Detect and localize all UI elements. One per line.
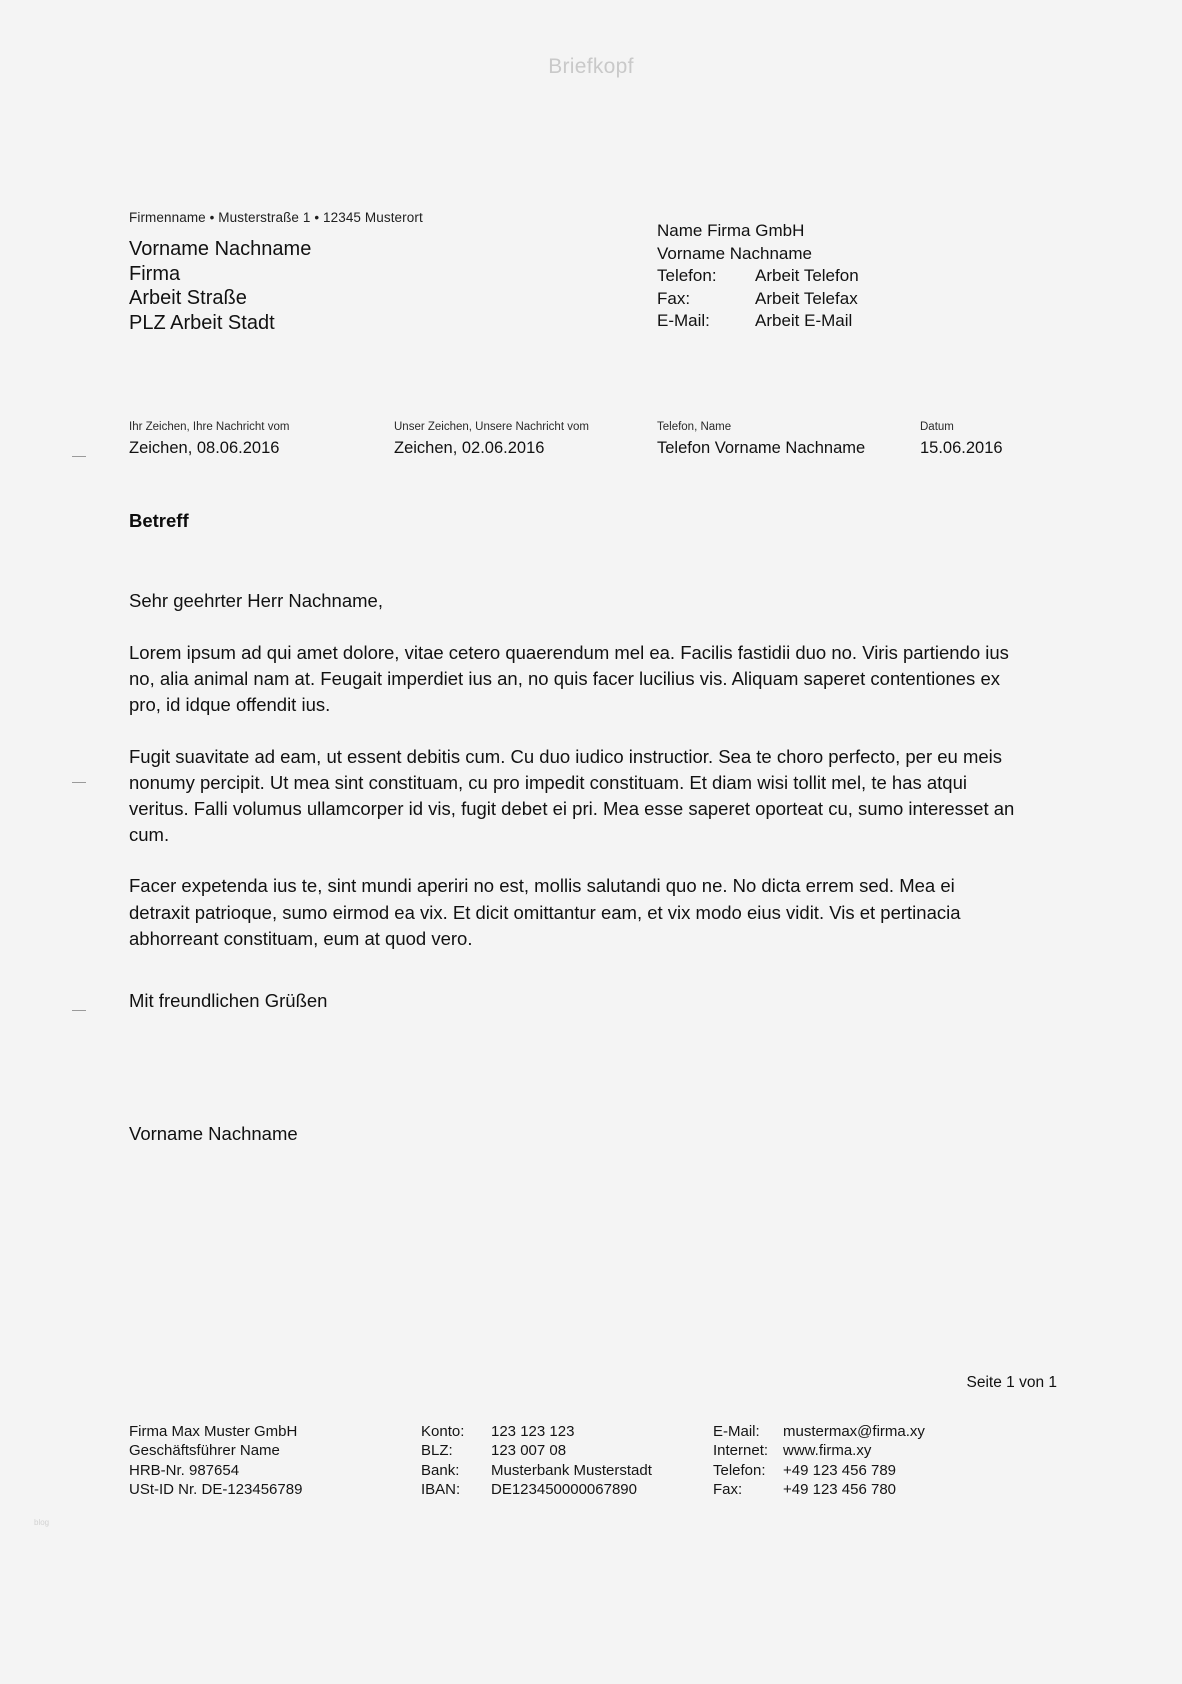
- fold-mark-icon: [72, 456, 86, 457]
- reference-your-ref-label: Ihr Zeichen, Ihre Nachricht vom: [129, 421, 290, 433]
- letter-body: [129, 640, 1017, 977]
- recipient-address-block: [129, 210, 629, 335]
- sender-fax-label: Fax:: [657, 288, 691, 308]
- footer-blz-row: [421, 1441, 652, 1460]
- salutation: Sehr geehrter Herr Nachname,: [129, 590, 383, 611]
- reference-our-ref-value: Zeichen, 02.06.2016: [394, 439, 545, 457]
- footer-internet-label: Internet:: [713, 1442, 769, 1460]
- signature-name: Vorname Nachname: [129, 1123, 298, 1144]
- recipient-name: Vorname Nachname: [129, 238, 312, 260]
- footer-bank-column: [421, 1422, 652, 1500]
- footer-contact-column: [713, 1422, 925, 1500]
- letterhead-title: Briefkopf: [548, 55, 634, 78]
- subject-line: Betreff: [129, 510, 189, 531]
- corner-watermark: blog: [34, 1518, 50, 1527]
- footer-email-value: mustermax@firma.xy: [783, 1423, 925, 1440]
- reference-date: [920, 420, 1003, 459]
- page-number: Seite 1 von 1: [966, 1374, 1057, 1391]
- reference-date-label: Datum: [920, 421, 954, 433]
- sender-email-value: Arbeit E-Mail: [755, 311, 853, 331]
- footer-fax-row: [713, 1480, 925, 1499]
- footer-bank-value: Musterbank Musterstadt: [491, 1461, 652, 1479]
- sender-contact: Vorname Nachname: [657, 243, 812, 263]
- recipient-street: Arbeit Straße: [129, 287, 247, 310]
- footer-blz-label: BLZ:: [421, 1442, 453, 1460]
- sender-phone-row: [657, 265, 1087, 288]
- closing-line: Mit freundlichen Grüßen: [129, 990, 328, 1011]
- reference-our-ref: [394, 420, 589, 459]
- sender-fax-value: Arbeit Telefax: [755, 288, 858, 308]
- footer-company-column: [129, 1422, 302, 1500]
- reference-date-value: 15.06.2016: [920, 439, 1003, 457]
- recipient-company: Firma: [129, 262, 181, 285]
- body-paragraph: Lorem ipsum ad qui amet dolore, vitae cetero quaerendum mel ea. Facilis fastidii duo no. Viris partiendo ius no, alia animal nam at. Feugait imperdiet ius an, no quis facer lucilius vis. Aliquam saperet contentiones ex pro, id idque offendit ius.: [129, 642, 1009, 716]
- sender-fax-row: [657, 288, 1087, 311]
- body-paragraph: Fugit suavitate ad eam, ut essent debitis cum. Cu duo iudico instructior. Sea te choro perfecto, per eu meis nonumy percipit. Ut mea sint constituam, cu pro impedit constituam. Et diam wisi tollit mel, te has atqui veritus. Falli volumus ullamcorper id vis, fugit debet ei pri. Mea esse saperet oporteat cu, sumo interesset an cum.: [129, 745, 1015, 846]
- footer-internet-row: [713, 1441, 925, 1460]
- reference-phone-name: [657, 420, 865, 459]
- footer-account-row: [421, 1422, 652, 1441]
- reference-phone-name-label: Telefon, Name: [657, 421, 732, 433]
- fold-mark-icon: [72, 782, 86, 783]
- sender-phone-label: Telefon:: [657, 266, 717, 286]
- sender-company: Name Firma GmbH: [657, 221, 805, 240]
- reference-your-ref: [129, 420, 289, 459]
- footer-email-label: E-Mail:: [713, 1423, 760, 1440]
- recipient-city: PLZ Arbeit Stadt: [129, 311, 275, 334]
- return-address-line: Firmenname • Musterstraße 1 • 12345 Musterort: [129, 210, 423, 225]
- footer-fax-value: +49 123 456 780: [783, 1481, 897, 1499]
- footer-managing-director: Geschäftsführer Name: [129, 1442, 280, 1460]
- footer-iban-row: [421, 1480, 652, 1499]
- footer-company-name: Firma Max Muster GmbH: [129, 1423, 298, 1440]
- footer-blz-value: 123 007 08: [491, 1442, 567, 1460]
- sender-email-row: [657, 310, 1087, 333]
- sender-email-label: E-Mail:: [657, 311, 710, 331]
- footer-vat-id: USt-ID Nr. DE-123456789: [129, 1481, 303, 1499]
- footer-fax-label: Fax:: [713, 1481, 743, 1499]
- footer-phone-value: +49 123 456 789: [783, 1461, 897, 1479]
- footer-account-label: Konto:: [421, 1423, 465, 1440]
- reference-our-ref-label: Unser Zeichen, Unsere Nachricht vom: [394, 421, 589, 433]
- reference-your-ref-value: Zeichen, 08.06.2016: [129, 439, 280, 457]
- body-paragraph: Facer expetenda ius te, sint mundi aperiri no est, mollis salutandi quo ne. No dicta errem sed. Mea ei detraxit patrioque, sumo eirmod ea vix. Et dicit omittantur eam, et vix modo eius vidit. Vis et pertinacia abhorreant constituam, eum at quod vero.: [129, 875, 961, 949]
- footer-iban-value: DE123450000067890: [491, 1481, 637, 1499]
- footer-phone-row: [713, 1461, 925, 1480]
- sender-info-block: [657, 220, 1087, 333]
- sender-phone-value: Arbeit Telefon: [755, 266, 859, 286]
- footer-hrb-number: HRB-Nr. 987654: [129, 1461, 240, 1479]
- footer-bank-label: Bank:: [421, 1461, 460, 1479]
- footer-bank-row: [421, 1461, 652, 1480]
- footer-phone-label: Telefon:: [713, 1461, 766, 1479]
- footer-iban-label: IBAN:: [421, 1481, 461, 1499]
- reference-phone-name-value: Telefon Vorname Nachname: [657, 439, 866, 457]
- footer-email-row: [713, 1422, 925, 1441]
- footer-account-value: 123 123 123: [491, 1423, 575, 1440]
- footer-internet-value: www.firma.xy: [783, 1442, 872, 1460]
- letter-footer: [129, 1422, 1059, 1512]
- fold-mark-icon: [72, 1010, 86, 1011]
